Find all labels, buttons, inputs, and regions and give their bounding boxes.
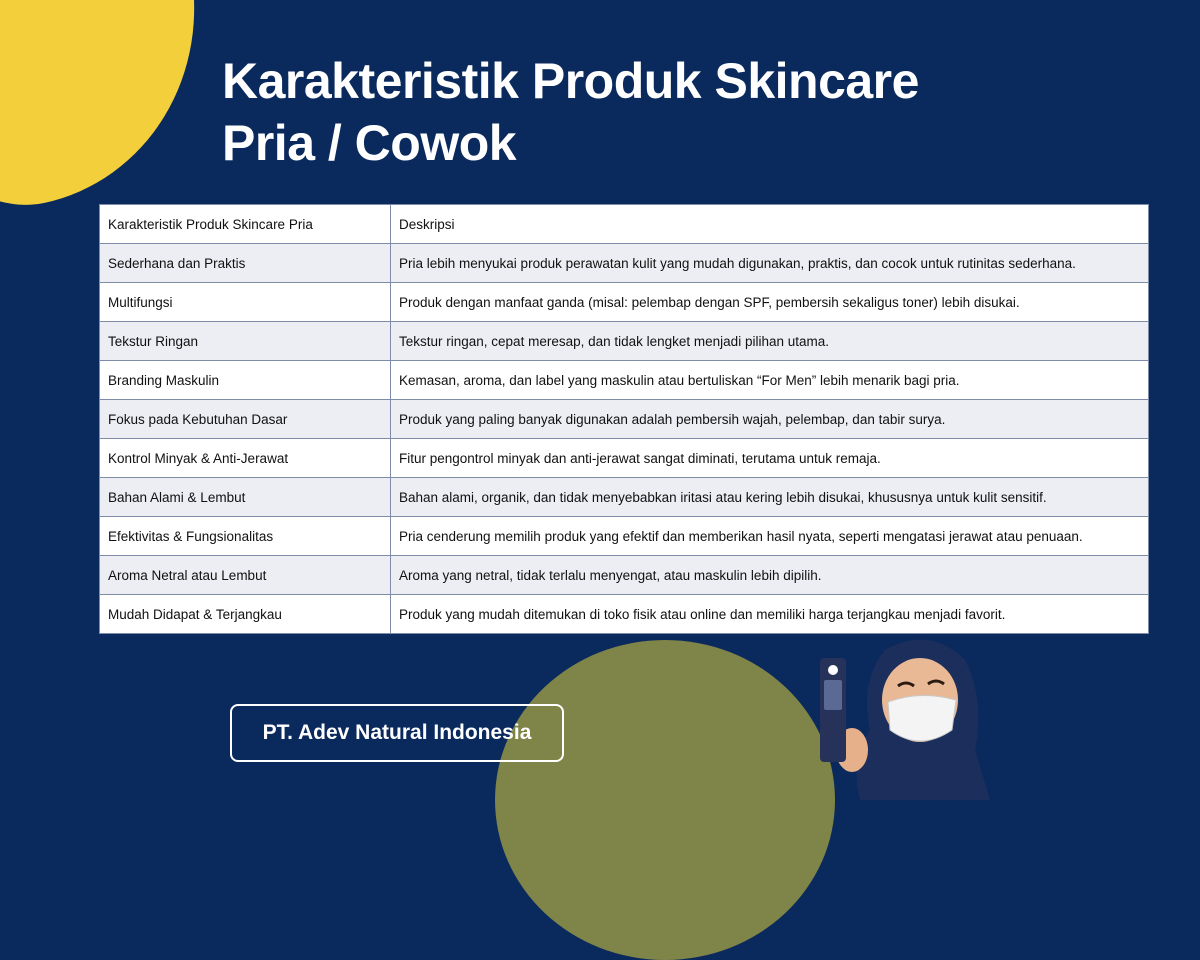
table-row (100, 439, 1149, 478)
description-cell: Bahan alami, organik, dan tidak menyebabkan iritasi atau kering lebih disukai, khususnya untuk kulit sensitif. (391, 478, 1149, 517)
characteristic-cell: Sederhana dan Praktis (100, 244, 391, 283)
table-row (100, 361, 1149, 400)
page-title (222, 50, 1022, 174)
table-row (100, 400, 1149, 439)
description-cell: Fitur pengontrol minyak dan anti-jerawat sangat diminati, terutama untuk remaja. (391, 439, 1149, 478)
yellow-decorative-blob (0, 0, 232, 230)
title-line-2: Pria / Cowok (222, 115, 517, 171)
description-cell: Produk yang mudah ditemukan di toko fisik atau online dan memiliki harga terjangkau menjadi favorit. (391, 595, 1149, 634)
characteristic-cell: Kontrol Minyak & Anti-Jerawat (100, 439, 391, 478)
table-row (100, 478, 1149, 517)
characteristics-table (99, 204, 1149, 634)
description-cell: Pria cenderung memilih produk yang efektif dan memberikan hasil nyata, seperti mengatasi jerawat atau penuaan. (391, 517, 1149, 556)
characteristic-cell: Fokus pada Kebutuhan Dasar (100, 400, 391, 439)
table-row (100, 595, 1149, 634)
description-cell: Aroma yang netral, tidak terlalu menyengat, atau maskulin lebih dipilih. (391, 556, 1149, 595)
description-cell: Produk yang paling banyak digunakan adalah pembersih wajah, pelembap, dan tabir surya. (391, 400, 1149, 439)
model-with-product-photo (790, 630, 990, 800)
table-row (100, 283, 1149, 322)
table-row (100, 244, 1149, 283)
header-characteristic: Karakteristik Produk Skincare Pria (100, 205, 391, 244)
company-name-badge: PT. Adev Natural Indonesia (230, 704, 564, 762)
description-cell: Pria lebih menyukai produk perawatan kulit yang mudah digunakan, praktis, dan cocok untuk rutinitas sederhana. (391, 244, 1149, 283)
characteristic-cell: Efektivitas & Fungsionalitas (100, 517, 391, 556)
characteristic-cell: Branding Maskulin (100, 361, 391, 400)
olive-decorative-circle (495, 640, 835, 960)
characteristic-cell: Multifungsi (100, 283, 391, 322)
title-line-1: Karakteristik Produk Skincare (222, 53, 919, 109)
table-row (100, 556, 1149, 595)
description-cell: Tekstur ringan, cepat meresap, dan tidak lengket menjadi pilihan utama. (391, 322, 1149, 361)
characteristic-cell: Tekstur Ringan (100, 322, 391, 361)
table-header-row (100, 205, 1149, 244)
characteristic-cell: Mudah Didapat & Terjangkau (100, 595, 391, 634)
characteristic-cell: Aroma Netral atau Lembut (100, 556, 391, 595)
description-cell: Produk dengan manfaat ganda (misal: pelembap dengan SPF, pembersih sekaligus toner) lebih disukai. (391, 283, 1149, 322)
table-row (100, 517, 1149, 556)
description-cell: Kemasan, aroma, dan label yang maskulin atau bertuliskan “For Men” lebih menarik bagi pria. (391, 361, 1149, 400)
table-row (100, 322, 1149, 361)
header-description: Deskripsi (391, 205, 1149, 244)
characteristic-cell: Bahan Alami & Lembut (100, 478, 391, 517)
